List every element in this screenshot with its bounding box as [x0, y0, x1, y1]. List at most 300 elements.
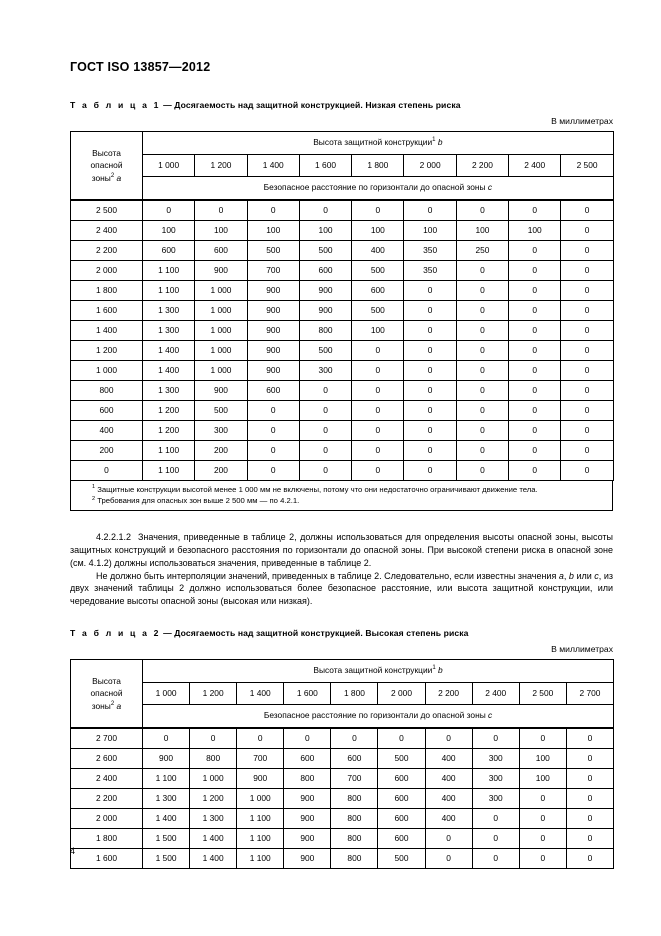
table-cell: 0 — [247, 200, 299, 221]
table-cell: 900 — [299, 281, 351, 301]
table-cell: 1 000 — [195, 321, 247, 341]
table-cell: 800 — [331, 808, 378, 828]
table1-row-label: 1 800 — [71, 281, 143, 301]
table-cell: 0 — [299, 401, 351, 421]
table-cell: 100 — [404, 221, 456, 241]
table-row — [71, 748, 614, 768]
table-cell: 1 400 — [190, 828, 237, 848]
table-cell: 0 — [561, 261, 613, 281]
table-cell: 0 — [509, 321, 561, 341]
table1-caption-label: Т а б л и ц а 1 — [70, 100, 161, 110]
table2-column-header: 2 500 — [519, 682, 566, 704]
table2-rowlabel-line1: Высота — [92, 676, 121, 687]
table2-span-header-pre: Высота защитной конструкции — [313, 665, 433, 676]
table-row — [71, 321, 614, 341]
table-cell: 0 — [456, 321, 508, 341]
table-cell: 700 — [247, 261, 299, 281]
table-row — [71, 361, 614, 381]
table2-row-label: 2 000 — [71, 808, 143, 828]
table-cell: 0 — [352, 361, 404, 381]
table1-column-header: 2 000 — [404, 155, 456, 177]
table2-column-header: 1 200 — [190, 682, 237, 704]
table-cell: 800 — [190, 748, 237, 768]
table-cell: 0 — [404, 401, 456, 421]
table-row — [71, 241, 614, 261]
table2-column-header: 1 000 — [143, 682, 190, 704]
table1-span-header — [143, 132, 614, 155]
table-cell: 900 — [284, 808, 331, 828]
table-cell: 0 — [519, 828, 566, 848]
table-row — [71, 301, 614, 321]
table-cell: 0 — [519, 808, 566, 828]
table-cell: 1 000 — [195, 361, 247, 381]
table1-column-header: 2 200 — [456, 155, 508, 177]
table-cell: 1 000 — [195, 341, 247, 361]
table-cell: 0 — [509, 200, 561, 221]
table-cell: 0 — [352, 381, 404, 401]
table-cell: 900 — [299, 301, 351, 321]
table-cell: 1 000 — [195, 301, 247, 321]
table-cell: 600 — [378, 828, 425, 848]
body-paragraph-2-part2: , из двух значений таблицы 2 должно использоваться более безопасное расстояние, или высота защитной конструкции, или чередование высоты опасной зоны (высокая или низкая). — [70, 570, 613, 607]
table2-caption-label: Т а б л и ц а 2 — [70, 627, 161, 638]
table-cell: 0 — [456, 461, 508, 481]
table-cell: 0 — [561, 221, 613, 241]
table-cell: 800 — [284, 768, 331, 788]
table-cell: 0 — [561, 441, 613, 461]
table-cell: 0 — [509, 341, 561, 361]
table-cell: 0 — [190, 728, 237, 749]
table-cell: 1 400 — [143, 341, 195, 361]
table-cell: 400 — [425, 748, 472, 768]
table-row — [71, 421, 614, 441]
table-cell: 900 — [195, 261, 247, 281]
table-cell: 1 400 — [143, 361, 195, 381]
table-cell: 800 — [331, 828, 378, 848]
table1-column-header: 1 000 — [143, 155, 195, 177]
table-cell: 900 — [237, 768, 284, 788]
table-cell: 500 — [299, 341, 351, 361]
table1-sub-header-text: Безопасное расстояние по горизонтали до опасной зоны — [263, 182, 488, 193]
table-cell: 1 000 — [190, 768, 237, 788]
table-cell: 100 — [519, 768, 566, 788]
table-cell: 500 — [378, 848, 425, 868]
table-cell: 1 100 — [237, 848, 284, 868]
table1-column-header: 2 500 — [561, 155, 613, 177]
table2-sub-header — [143, 704, 614, 728]
table1-row-label: 800 — [71, 381, 143, 401]
table2-span-header — [143, 659, 614, 682]
table2-column-header-row — [71, 682, 614, 704]
table2-column-header: 2 400 — [472, 682, 519, 704]
table-cell: 400 — [425, 788, 472, 808]
table1-footnote-1-text: Защитные конструкции высотой менее 1 000 мм не включены, потому что они недостаточно ограничивают движение тела. — [97, 485, 538, 494]
table-cell: 1 300 — [143, 381, 195, 401]
table-cell: 0 — [519, 788, 566, 808]
table-cell: 100 — [299, 221, 351, 241]
table-row — [71, 381, 614, 401]
table-cell: 900 — [143, 748, 190, 768]
table-cell: 1 300 — [143, 788, 190, 808]
table-cell: 0 — [299, 441, 351, 461]
table-row — [71, 828, 614, 848]
table-cell: 0 — [299, 421, 351, 441]
table2-body — [71, 728, 614, 869]
table-cell: 0 — [331, 728, 378, 749]
table-cell: 0 — [509, 361, 561, 381]
table-cell: 1 000 — [237, 788, 284, 808]
table-cell: 0 — [404, 321, 456, 341]
table-cell: 0 — [456, 441, 508, 461]
table-cell: 900 — [284, 848, 331, 868]
table-cell: 0 — [404, 200, 456, 221]
table-cell: 0 — [352, 401, 404, 421]
table1-span-header-sup: 1 — [432, 137, 436, 144]
table2-column-header: 2 700 — [566, 682, 613, 704]
table-cell: 0 — [404, 341, 456, 361]
table-cell: 0 — [519, 728, 566, 749]
table-cell: 0 — [566, 788, 613, 808]
table-cell: 1 500 — [143, 848, 190, 868]
table-cell: 1 200 — [143, 421, 195, 441]
table1-row-label: 2 400 — [71, 221, 143, 241]
body-paragraph-2-sep2: или — [573, 570, 595, 581]
table-cell: 0 — [352, 341, 404, 361]
table-cell: 0 — [561, 401, 613, 421]
table2-sub-header-symbol: c — [488, 710, 493, 721]
table-row — [71, 200, 614, 221]
table-cell: 0 — [404, 441, 456, 461]
table-cell: 0 — [566, 728, 613, 749]
table-cell: 0 — [425, 848, 472, 868]
table-cell: 0 — [561, 301, 613, 321]
table2-head — [71, 659, 614, 728]
table-cell: 0 — [472, 808, 519, 828]
table-cell: 1 200 — [143, 401, 195, 421]
table1-column-header: 1 800 — [352, 155, 404, 177]
table-cell: 0 — [509, 441, 561, 461]
table-cell: 900 — [195, 381, 247, 401]
table-cell: 0 — [195, 200, 247, 221]
table2-sub-header-text: Безопасное расстояние по горизонтали до опасной зоны — [263, 710, 489, 721]
table-cell: 1 200 — [190, 788, 237, 808]
table-cell: 700 — [331, 768, 378, 788]
table1-header-row-span — [71, 132, 614, 155]
table-row — [71, 768, 614, 788]
table-cell: 500 — [247, 241, 299, 261]
table-cell: 0 — [456, 261, 508, 281]
table2-row-label: 2 700 — [71, 728, 143, 749]
table-cell: 600 — [143, 241, 195, 261]
table-cell: 0 — [404, 361, 456, 381]
table-cell: 0 — [509, 421, 561, 441]
table1-column-header: 2 400 — [509, 155, 561, 177]
table1-row-label: 0 — [71, 461, 143, 481]
table-cell: 0 — [566, 768, 613, 788]
table1-row-label: 1 600 — [71, 301, 143, 321]
table1-sub-header-symbol: c — [487, 182, 493, 193]
body-paragraph-2-symbol-c: c — [594, 570, 599, 581]
table-row — [71, 848, 614, 868]
table-cell: 0 — [561, 361, 613, 381]
table-cell: 0 — [456, 361, 508, 381]
body-paragraph-2-part1: Не должно быть интерполяции значений, приведенных в таблице 2. Следовательно, если известны значения — [96, 570, 559, 581]
table-cell: 0 — [456, 341, 508, 361]
table1-row-label: 2 500 — [71, 200, 143, 221]
table2-row-label: 2 200 — [71, 788, 143, 808]
table-cell: 0 — [247, 401, 299, 421]
table2 — [70, 659, 614, 869]
table-cell: 0 — [143, 728, 190, 749]
body-paragraph-1-clause: 4.2.2.1.2 — [96, 532, 132, 543]
table-cell: 250 — [456, 241, 508, 261]
table-cell: 0 — [404, 461, 456, 481]
table1-span-header-pre: Высота защитной конструкции — [313, 137, 433, 148]
table-cell: 0 — [237, 728, 284, 749]
table1-sub-header — [143, 177, 614, 201]
table2-column-header: 2 000 — [378, 682, 425, 704]
table-row — [71, 221, 614, 241]
table-cell: 0 — [509, 461, 561, 481]
table2-row-label: 1 600 — [71, 848, 143, 868]
table1-body — [71, 200, 614, 481]
table-cell: 0 — [143, 200, 195, 221]
body-text-block — [70, 531, 613, 608]
table-cell: 0 — [561, 241, 613, 261]
body-paragraph-2-symbol-b: b — [568, 570, 574, 581]
table-cell: 0 — [456, 281, 508, 301]
table1-footnote-2: $^2$ Требования для опасных зон выше 2 500 мм — по 4.2.1. — [92, 495, 300, 506]
table1-rowlabel-line3-pre: зоны — [91, 172, 111, 183]
table-cell: 900 — [247, 321, 299, 341]
table1-rowlabel-line2: опасной — [90, 160, 123, 171]
table2-rowlabel-line3-pre: зоны — [91, 700, 111, 711]
table2-column-header: 1 400 — [237, 682, 284, 704]
table-cell: 500 — [352, 261, 404, 281]
table-cell: 0 — [561, 341, 613, 361]
table2-units-note: В миллиметрах — [551, 643, 613, 654]
table2-rowlabel-line3-sup: 2 — [110, 700, 115, 707]
table-cell: 400 — [425, 768, 472, 788]
table1-row-label: 1 400 — [71, 321, 143, 341]
table1-row-label: 2 000 — [71, 261, 143, 281]
table-cell: 0 — [509, 381, 561, 401]
table1-footnote-2-text: Требования для опасных зон выше 2 500 мм — по 4.2.1. — [97, 496, 300, 506]
table2-rowlabel-header — [71, 659, 143, 728]
table-cell: 0 — [456, 200, 508, 221]
table1-rowlabel-line3-sup: 2 — [110, 172, 115, 179]
table-row — [71, 461, 614, 481]
table1-column-header-row — [71, 155, 614, 177]
table-cell: 0 — [456, 421, 508, 441]
body-paragraph-2-symbol-a: a — [558, 570, 564, 581]
document-standard-header: ГОСТ ISO 13857—2012 — [70, 60, 211, 74]
table1-head — [71, 132, 614, 201]
table-row — [71, 441, 614, 461]
table-cell: 0 — [561, 200, 613, 221]
table-cell: 600 — [378, 768, 425, 788]
table-cell: 500 — [195, 401, 247, 421]
table-cell: 0 — [456, 301, 508, 321]
table-cell: 0 — [519, 848, 566, 868]
table1-row-label: 2 200 — [71, 241, 143, 261]
table-cell: 0 — [299, 381, 351, 401]
table-cell: 0 — [566, 828, 613, 848]
table-cell: 900 — [247, 341, 299, 361]
table-cell: 0 — [561, 381, 613, 401]
table-cell: 100 — [352, 321, 404, 341]
table2-span-header-post: b — [435, 665, 443, 676]
table-cell: 500 — [378, 748, 425, 768]
table1-row-label: 600 — [71, 401, 143, 421]
table-cell: 900 — [247, 361, 299, 381]
body-paragraph-2-sep1: , — [563, 570, 569, 581]
table-cell: 0 — [566, 848, 613, 868]
table-cell: 300 — [472, 748, 519, 768]
table-cell: 1 400 — [190, 848, 237, 868]
table1-row-label: 1 000 — [71, 361, 143, 381]
table1-column-header: 1 400 — [247, 155, 299, 177]
table1-rowlabel-line3 — [75, 172, 138, 184]
table2-rowlabel-line3-post: a — [114, 700, 122, 711]
table-cell: 0 — [352, 200, 404, 221]
table-cell: 0 — [404, 281, 456, 301]
table-cell: 0 — [284, 728, 331, 749]
table-row — [71, 788, 614, 808]
table-cell: 0 — [472, 728, 519, 749]
table-cell: 200 — [195, 461, 247, 481]
table-cell: 400 — [352, 241, 404, 261]
table-cell: 0 — [299, 461, 351, 481]
table1-footnotes — [70, 481, 613, 511]
table-cell: 1 100 — [143, 281, 195, 301]
table2-caption-text: — Досягаемость над защитной конструкцией. Высокая степень риска — [160, 627, 469, 638]
table-cell: 800 — [299, 321, 351, 341]
table-row — [71, 281, 614, 301]
table1-span-header-post: b — [435, 137, 443, 148]
table2-header-row-span — [71, 659, 614, 682]
table-cell: 1 300 — [143, 321, 195, 341]
table-cell: 500 — [352, 301, 404, 321]
table-cell: 600 — [331, 748, 378, 768]
table2-row-label: 2 400 — [71, 768, 143, 788]
table2-column-header: 1 800 — [331, 682, 378, 704]
page-number: 4 — [70, 846, 76, 856]
table-cell: 0 — [566, 748, 613, 768]
table-cell: 900 — [247, 301, 299, 321]
table-cell: 0 — [404, 301, 456, 321]
table-cell: 1 100 — [143, 261, 195, 281]
table1-rowlabel-line3-post: a — [114, 172, 122, 183]
table-cell: 200 — [195, 441, 247, 461]
table-cell: 1 100 — [143, 461, 195, 481]
table-cell: 1 100 — [237, 808, 284, 828]
table-cell: 0 — [456, 381, 508, 401]
table1-subheader-row — [71, 177, 614, 201]
table-cell: 0 — [352, 421, 404, 441]
table2-rowlabel-line2: опасной — [90, 688, 123, 699]
table2-column-header: 1 600 — [284, 682, 331, 704]
table-cell: 300 — [472, 788, 519, 808]
table-cell: 100 — [143, 221, 195, 241]
table2-caption — [70, 628, 613, 638]
table-cell: 1 100 — [143, 768, 190, 788]
table-cell: 900 — [284, 788, 331, 808]
table1-caption — [70, 100, 613, 110]
table-row — [71, 728, 614, 749]
table-cell: 0 — [509, 281, 561, 301]
table-cell: 100 — [195, 221, 247, 241]
table-cell: 0 — [561, 421, 613, 441]
table-cell: 300 — [472, 768, 519, 788]
table-cell: 0 — [378, 728, 425, 749]
table-cell: 100 — [247, 221, 299, 241]
table-cell: 1 400 — [143, 808, 190, 828]
table1-column-header: 1 600 — [299, 155, 351, 177]
table2-row-label: 2 600 — [71, 748, 143, 768]
table-cell: 0 — [425, 728, 472, 749]
table-cell: 0 — [472, 828, 519, 848]
table2-column-header: 2 200 — [425, 682, 472, 704]
table-cell: 0 — [472, 848, 519, 868]
table-cell: 100 — [509, 221, 561, 241]
table-cell: 600 — [378, 808, 425, 828]
table-cell: 900 — [284, 828, 331, 848]
table-cell: 100 — [456, 221, 508, 241]
table-cell: 800 — [331, 788, 378, 808]
table2-rowlabel-line3 — [75, 700, 138, 712]
table1-caption-text: — Досягаемость над защитной конструкцией. Низкая степень риска — [160, 100, 461, 110]
table1-rowlabel-line1: Высота — [92, 148, 121, 159]
table-cell: 1 000 — [195, 281, 247, 301]
table-cell: 600 — [352, 281, 404, 301]
table2-row-label: 1 800 — [71, 828, 143, 848]
page-content — [70, 60, 613, 869]
table-cell: 0 — [352, 461, 404, 481]
table-cell: 600 — [247, 381, 299, 401]
table-cell: 0 — [456, 401, 508, 421]
table-cell: 0 — [509, 301, 561, 321]
table-cell: 0 — [425, 828, 472, 848]
table-cell: 0 — [561, 281, 613, 301]
table-cell: 0 — [509, 401, 561, 421]
table1-column-header: 1 200 — [195, 155, 247, 177]
table-cell: 800 — [331, 848, 378, 868]
table2-subheader-row — [71, 704, 614, 728]
table-cell: 600 — [378, 788, 425, 808]
table1-footnote-1: $^1$ Защитные конструкции высотой менее 1 000 мм не включены, потому что они недостаточно ограничивают движение тела. — [92, 484, 538, 494]
table-cell: 300 — [299, 361, 351, 381]
table-cell: 0 — [561, 461, 613, 481]
table1-row-label: 1 200 — [71, 341, 143, 361]
table-cell: 0 — [404, 381, 456, 401]
table-cell: 0 — [561, 321, 613, 341]
table1 — [70, 131, 614, 481]
table-cell: 100 — [352, 221, 404, 241]
table-cell: 1 500 — [143, 828, 190, 848]
body-paragraph-1-text: Значения, приведенные в таблице 2, должны использоваться для определения высоты опасной зоны, высоты защитных конструкций и безопасного расстояния по горизонтали до опасной зоны. При высокой степени риска в опасной зоне (см. 4.1.2) должны использоваться значения, приведенные в таблице 2. — [70, 532, 613, 568]
table-cell: 1 100 — [143, 441, 195, 461]
table-cell: 1 100 — [237, 828, 284, 848]
table1-row-label: 400 — [71, 421, 143, 441]
table-row — [71, 808, 614, 828]
table-cell: 600 — [284, 748, 331, 768]
table1-units-note: В миллиметрах — [551, 116, 613, 126]
body-paragraph-2 — [70, 570, 613, 608]
table-cell: 700 — [237, 748, 284, 768]
table-cell: 1 300 — [190, 808, 237, 828]
table-row — [71, 341, 614, 361]
